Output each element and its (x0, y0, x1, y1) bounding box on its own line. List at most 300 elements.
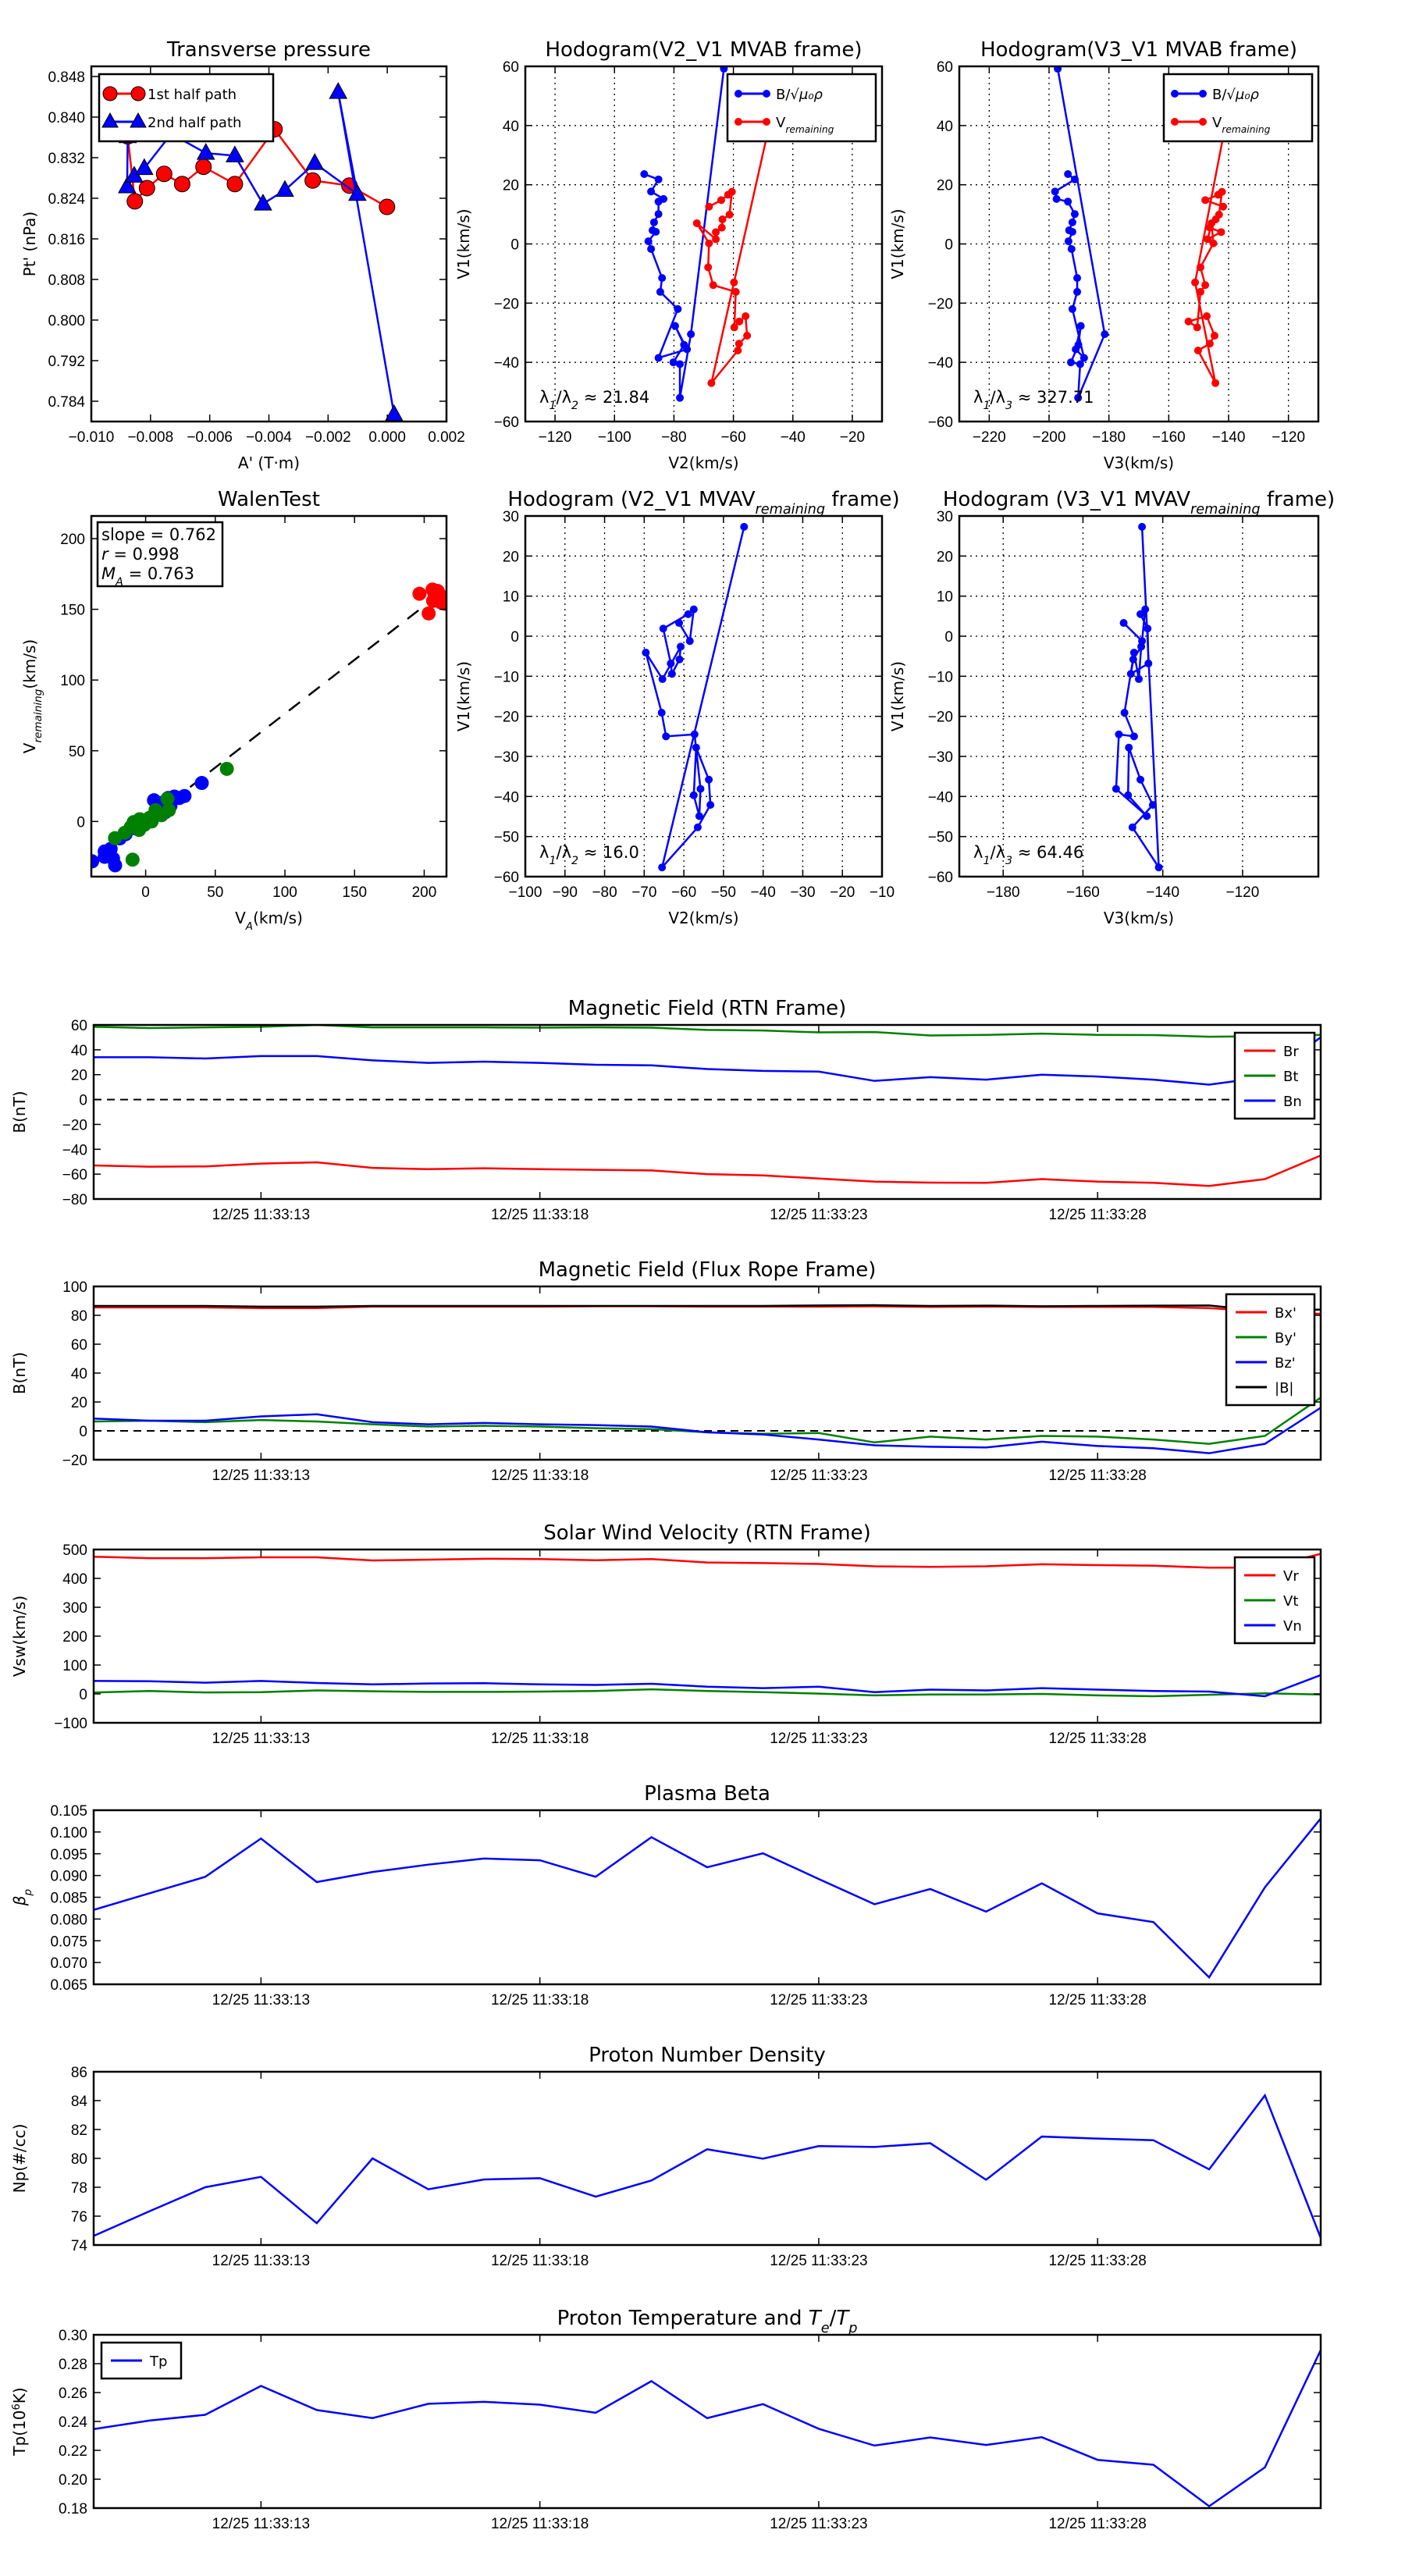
y-axis-label: V1(km/s) (454, 660, 473, 732)
data-point (1141, 606, 1149, 614)
x-tick-label: −100 (508, 884, 542, 901)
series-line (94, 1155, 1321, 1186)
data-point (676, 394, 684, 402)
data-point (1053, 195, 1061, 203)
x-tick-label: −200 (1032, 429, 1066, 446)
data-point (668, 670, 676, 678)
legend-marker (763, 118, 770, 126)
series-line (94, 1037, 1321, 1085)
data-point (690, 606, 698, 614)
x-tick-label: −120 (1272, 429, 1306, 446)
data-point (1069, 228, 1076, 236)
x-tick-label: 12/25 11:33:13 (212, 2253, 311, 2269)
data-point (127, 194, 143, 209)
data-point (1112, 785, 1120, 793)
y-tick-label: 0 (944, 629, 953, 646)
y-axis-label: Vsw(km/s) (10, 1595, 29, 1678)
data-point (742, 312, 749, 320)
y-tick-label: −20 (62, 1117, 87, 1134)
chart-title: Hodogram (V2_V1 $MVAV_{remaining}$ frame) (507, 488, 900, 518)
x-tick-label: −30 (790, 884, 816, 901)
series-1 (1185, 126, 1229, 387)
x-tick-label: −0.006 (187, 429, 233, 446)
y-tick-label: 0.20 (59, 2472, 87, 2489)
data-point (658, 709, 666, 717)
data-point (422, 607, 436, 621)
chart-title: Magnetic Field (RTN Frame) (567, 997, 847, 1020)
y-axis-label: V1(km/s) (454, 208, 473, 279)
data-point (196, 159, 212, 175)
series-0 (1112, 523, 1163, 871)
x-tick-label: −70 (631, 884, 657, 901)
data-point (670, 358, 678, 366)
legend-label: Tp (150, 2354, 168, 2370)
data-point (1135, 675, 1143, 683)
y-tick-label: 80 (70, 1308, 87, 1325)
data-point (735, 340, 743, 347)
series-line (94, 1819, 1321, 1977)
y-tick-label: 0 (944, 237, 953, 254)
legend (1226, 1294, 1314, 1405)
y-tick-label: −20 (927, 709, 953, 726)
data-point (160, 792, 174, 806)
data-point (1064, 197, 1072, 205)
x-tick-label: 100 (272, 884, 297, 901)
data-point (671, 322, 679, 330)
data-point (692, 744, 700, 752)
data-point (1115, 731, 1122, 738)
data-point (743, 332, 751, 340)
eigenvalue-ratio: $\lambda_1/\lambda_3 \approx 327.71$ (973, 388, 1094, 412)
y-tick-label: 60 (502, 59, 519, 76)
legend-label: Bt (1283, 1069, 1299, 1085)
x-tick-label: 0 (141, 884, 150, 901)
data-point (1073, 288, 1081, 296)
y-tick-label: 0.30 (59, 2328, 87, 2344)
series-line (1055, 69, 1105, 398)
x-tick-label: −0.010 (68, 429, 115, 446)
data-point (732, 288, 740, 296)
data-point (1121, 709, 1129, 717)
series-0 (94, 1155, 1321, 1186)
y-tick-label: −80 (62, 1192, 87, 1208)
x-tick-label: 12/25 11:33:23 (770, 2253, 868, 2269)
x-tick-label: −220 (972, 429, 1006, 446)
x-tick-label: −90 (552, 884, 578, 901)
y-tick-label: 20 (502, 549, 519, 566)
legend-label: B/√μ₀ρ (1212, 87, 1259, 103)
data-point (1130, 649, 1138, 656)
x-tick-label: −120 (538, 429, 572, 446)
y-tick-label: 0.824 (48, 191, 85, 208)
x-tick-label: 200 (411, 884, 437, 901)
data-point (1197, 288, 1204, 296)
data-point (676, 360, 684, 368)
data-point (1068, 245, 1076, 253)
x-tick-label: 150 (342, 884, 368, 901)
x-tick-label: 12/25 11:33:13 (212, 1207, 311, 1223)
data-point (1204, 235, 1211, 243)
y-tick-label: −50 (927, 829, 953, 846)
y-tick-label: 0.100 (50, 1824, 87, 1841)
y-tick-label: 0.832 (48, 151, 85, 167)
y-tick-label: −40 (493, 355, 519, 372)
y-tick-label: −20 (493, 296, 519, 313)
y-tick-label: −60 (62, 1167, 87, 1184)
legend-label: Br (1283, 1044, 1299, 1060)
legend-marker (103, 87, 117, 101)
y-tick-label: 76 (70, 2209, 87, 2226)
y-tick-label: 82 (70, 2122, 87, 2139)
data-point (1076, 360, 1084, 368)
x-tick-label: 12/25 11:33:23 (770, 1207, 868, 1223)
y-tick-label: 0.085 (50, 1890, 87, 1907)
y-tick-label: 0.070 (50, 1955, 87, 1973)
data-point (674, 305, 681, 313)
y-tick-label: 74 (70, 2238, 87, 2254)
data-point (1138, 523, 1146, 531)
x-tick-label: −160 (1066, 884, 1100, 901)
chart-hodogram-v2v1-mvab (454, 38, 882, 472)
data-point (659, 675, 667, 683)
data-point (718, 224, 726, 232)
legend-label: B/√μ₀ρ (776, 87, 823, 103)
series-1 (693, 126, 772, 387)
y-tick-label: −60 (493, 415, 519, 431)
data-point (1206, 224, 1214, 232)
legend (1235, 1033, 1314, 1119)
chart-magnetic-field-rtn (10, 997, 1321, 1223)
x-tick-label: 12/25 11:33:23 (770, 1468, 868, 1484)
data-point (1127, 670, 1135, 678)
x-tick-label: −0.004 (246, 429, 292, 446)
eigenvalue-ratio: $\lambda_1/\lambda_3 \approx 64.46$ (973, 843, 1084, 867)
data-point (726, 211, 734, 219)
y-tick-label: −60 (927, 870, 953, 886)
legend-label: By' (1275, 1330, 1297, 1347)
legend-label: 1st half path (148, 87, 237, 103)
plot-frame (94, 1810, 1321, 1984)
data-point (1069, 305, 1076, 313)
legend-box (1226, 1294, 1314, 1405)
series-1 (94, 1397, 1321, 1443)
data-point (197, 144, 215, 159)
data-point (1065, 237, 1072, 245)
data-point (676, 656, 684, 664)
data-point (1129, 824, 1136, 831)
y-tick-label: 60 (70, 1018, 87, 1034)
y-tick-label: 200 (62, 1629, 87, 1646)
data-point (652, 228, 660, 236)
x-tick-label: 12/25 11:33:18 (490, 1731, 589, 1747)
x-tick-label: −40 (750, 884, 776, 901)
legend-label: Bz' (1275, 1355, 1296, 1372)
data-point (645, 237, 653, 245)
data-point (707, 379, 715, 387)
data-point (1201, 196, 1209, 204)
plot-frame (94, 2335, 1321, 2508)
chart-title: Hodogram (V3_V1 $MVAV_{remaining}$ frame) (942, 488, 1336, 518)
data-point (704, 263, 712, 271)
data-point (1194, 347, 1202, 354)
plot-area (85, 582, 451, 872)
y-tick-label: 0 (76, 814, 85, 831)
x-tick-label: −60 (670, 884, 697, 901)
y-axis-label: $\beta_p$ (10, 1888, 34, 1906)
data-point (1138, 637, 1146, 645)
data-point (690, 792, 698, 799)
y-tick-label: 80 (70, 2151, 87, 2168)
chart-walen-test (20, 488, 452, 933)
y-tick-label: −10 (493, 669, 519, 686)
y-tick-label: 0.848 (48, 69, 85, 86)
x-tick-label: 12/25 11:33:28 (1048, 1992, 1147, 2008)
data-point (194, 776, 208, 790)
series-line (1116, 527, 1159, 867)
x-tick-label: 12/25 11:33:18 (490, 1207, 589, 1223)
x-tick-label: −0.008 (127, 429, 174, 446)
y-tick-label: 0.065 (50, 1977, 87, 1994)
data-point (156, 166, 172, 182)
y-tick-label: 0.095 (50, 1846, 87, 1863)
legend-marker (735, 118, 742, 126)
data-point (1071, 176, 1079, 183)
x-tick-label: 12/25 11:33:23 (770, 1992, 868, 2008)
data-point (1143, 812, 1151, 820)
data-point (177, 789, 191, 803)
x-tick-label: −180 (986, 884, 1020, 901)
data-point (642, 649, 649, 656)
series-2 (94, 1037, 1321, 1085)
series-0 (94, 1554, 1321, 1568)
chart-transverse-pressure (20, 38, 465, 472)
x-tick-label: 12/25 11:33:18 (490, 2253, 589, 2269)
data-point (658, 863, 666, 871)
series-1 (108, 762, 233, 866)
x-tick-label: 12/25 11:33:28 (1048, 2253, 1147, 2269)
chart-hodogram-v2v1-mvav (454, 488, 900, 927)
data-point (1069, 219, 1076, 226)
y-tick-label: 20 (70, 1067, 87, 1084)
stats-line: $M_A = 0.763$ (101, 564, 194, 589)
plot-area (94, 1554, 1321, 1696)
series-line (646, 527, 744, 867)
y-tick-label: 20 (936, 177, 953, 194)
data-point (1211, 332, 1218, 340)
data-point (1185, 318, 1193, 326)
y-tick-label: 400 (62, 1571, 87, 1588)
legend-box (99, 74, 273, 141)
data-point (1073, 274, 1081, 282)
y-tick-label: 0.24 (59, 2414, 87, 2431)
y-tick-label: 10 (502, 589, 519, 606)
x-tick-label: −160 (1151, 429, 1186, 446)
legend-label: Vr (1283, 1568, 1299, 1585)
data-point (1217, 228, 1225, 236)
data-point (1120, 619, 1128, 627)
x-tick-label: 12/25 11:33:13 (212, 1731, 311, 1747)
data-point (695, 812, 703, 820)
y-tick-label: 86 (70, 2065, 87, 2081)
y-tick-label: −20 (927, 296, 953, 313)
legend-marker (131, 87, 145, 101)
data-point (306, 154, 323, 169)
data-point (693, 219, 701, 227)
x-tick-label: 12/25 11:33:18 (490, 1468, 589, 1484)
data-point (1136, 776, 1144, 784)
series-0 (94, 1819, 1321, 1977)
data-point (1215, 191, 1222, 199)
chart-hodogram-v3v1-mvav (888, 488, 1335, 927)
y-tick-label: −100 (54, 1716, 87, 1732)
x-tick-label: 12/25 11:33:28 (1048, 1731, 1147, 1747)
x-tick-label: −60 (720, 429, 746, 446)
data-point (662, 732, 670, 740)
chart-title: Magnetic Field (Flux Rope Frame) (538, 1258, 877, 1282)
y-tick-label: −40 (927, 355, 953, 372)
x-tick-label: −40 (780, 429, 806, 446)
y-tick-label: 0.816 (48, 232, 85, 248)
data-point (686, 637, 694, 645)
x-axis-label: V3(km/s) (1103, 454, 1175, 472)
plot-frame (959, 516, 1318, 877)
chart-title: Proton Number Density (589, 2044, 826, 2067)
x-tick-label: 12/25 11:33:13 (212, 2516, 311, 2532)
data-point (1125, 744, 1133, 752)
x-axis-label: $V_A(km/s)$ (235, 909, 303, 933)
series-0 (94, 2095, 1321, 2237)
x-axis-label: V2(km/s) (668, 454, 739, 472)
x-tick-label: −140 (1146, 884, 1180, 901)
y-tick-label: 0.800 (48, 313, 85, 329)
data-point (1144, 624, 1151, 632)
legend (99, 74, 273, 141)
chart-magnetic-field-flux-rope (10, 1258, 1321, 1484)
stats-textbox (98, 522, 222, 589)
data-point (108, 859, 123, 873)
data-point (1155, 863, 1163, 871)
y-tick-label: −50 (493, 829, 519, 846)
data-point (329, 83, 347, 98)
series-line (94, 2095, 1321, 2237)
y-axis-label: Np(#/cc) (10, 2123, 29, 2194)
y-tick-label: 0 (510, 237, 519, 254)
y-tick-label: 78 (70, 2180, 87, 2197)
data-point (276, 181, 293, 197)
plot-frame (94, 1025, 1321, 1199)
data-point (655, 210, 663, 218)
legend-marker (1171, 118, 1179, 126)
x-tick-label: −80 (592, 884, 617, 901)
y-tick-label: 20 (502, 177, 519, 194)
y-tick-label: 500 (62, 1542, 87, 1559)
chart-proton-density (10, 2044, 1321, 2269)
x-axis-label: A' (T·m) (237, 454, 301, 472)
data-point (386, 405, 403, 421)
legend (101, 2343, 181, 2379)
plot-area (94, 1305, 1321, 1453)
data-point (1130, 732, 1138, 740)
plot-area (525, 516, 882, 877)
y-tick-label: 100 (62, 1658, 87, 1674)
chart-title: Hodogram(V3_V1 MVAB frame) (980, 38, 1298, 62)
y-axis-label: V1(km/s) (888, 208, 907, 279)
y-axis-label: $Tp(10^6K)$ (10, 2387, 29, 2456)
plot-frame (94, 2072, 1321, 2245)
y-tick-label: 0.22 (59, 2443, 87, 2460)
data-point (1067, 358, 1075, 366)
y-tick-label: 0 (510, 629, 519, 646)
plot-area (959, 516, 1318, 877)
data-point (658, 274, 666, 282)
y-tick-label: 0.26 (59, 2386, 87, 2402)
data-point (694, 824, 702, 831)
data-point (724, 191, 732, 199)
data-point (734, 347, 742, 354)
data-point (705, 776, 713, 784)
legend-marker (735, 90, 742, 98)
y-tick-label: −20 (62, 1453, 87, 1469)
data-point (139, 180, 155, 196)
y-tick-label: 0.090 (50, 1868, 87, 1885)
x-tick-label: −180 (1092, 429, 1126, 446)
series-0 (642, 523, 748, 871)
data-point (650, 219, 658, 226)
data-point (718, 215, 726, 223)
chart-title: Transverse pressure (167, 38, 371, 62)
data-point (691, 731, 699, 738)
legend-marker (1171, 90, 1179, 98)
stats-line: slope = 0.762 (101, 525, 216, 544)
y-axis-label: B(nT) (10, 1091, 29, 1133)
x-tick-label: −140 (1211, 429, 1246, 446)
y-tick-label: 20 (70, 1395, 87, 1411)
y-tick-label: −40 (927, 789, 953, 806)
legend-label: $V_{remaining}$ (1212, 115, 1271, 135)
plot-area (94, 1819, 1321, 1977)
legend-label: |B| (1275, 1380, 1294, 1397)
data-point (655, 354, 663, 361)
data-point (1197, 263, 1204, 271)
y-tick-label: 0.840 (48, 110, 85, 126)
data-point (1201, 281, 1209, 289)
data-point (705, 203, 713, 211)
data-point (226, 146, 244, 162)
x-tick-label: −80 (661, 429, 687, 446)
x-tick-label: −50 (710, 884, 737, 901)
data-point (1149, 801, 1157, 809)
chart-title: Proton Temperature and $T_e/T_p$ (557, 2307, 858, 2336)
data-point (1219, 203, 1227, 211)
y-tick-label: 60 (70, 1337, 87, 1354)
y-tick-label: 0.808 (48, 272, 85, 289)
series-0 (94, 2350, 1321, 2507)
series-0 (1051, 65, 1109, 402)
eigenvalue-ratio: $\lambda_1/\lambda_2 \approx 21.84$ (539, 388, 650, 412)
legend (1235, 1557, 1314, 1643)
y-tick-label: 100 (60, 673, 85, 690)
y-tick-label: −40 (62, 1142, 87, 1159)
x-tick-label: 12/25 11:33:13 (212, 1992, 311, 2008)
x-tick-label: 12/25 11:33:28 (1048, 2516, 1147, 2532)
data-point (220, 762, 234, 776)
data-point (1211, 379, 1219, 387)
series-line (697, 130, 768, 383)
data-point (656, 288, 664, 296)
data-point (706, 801, 714, 809)
series-line (94, 1397, 1321, 1443)
y-tick-label: 40 (936, 118, 953, 135)
